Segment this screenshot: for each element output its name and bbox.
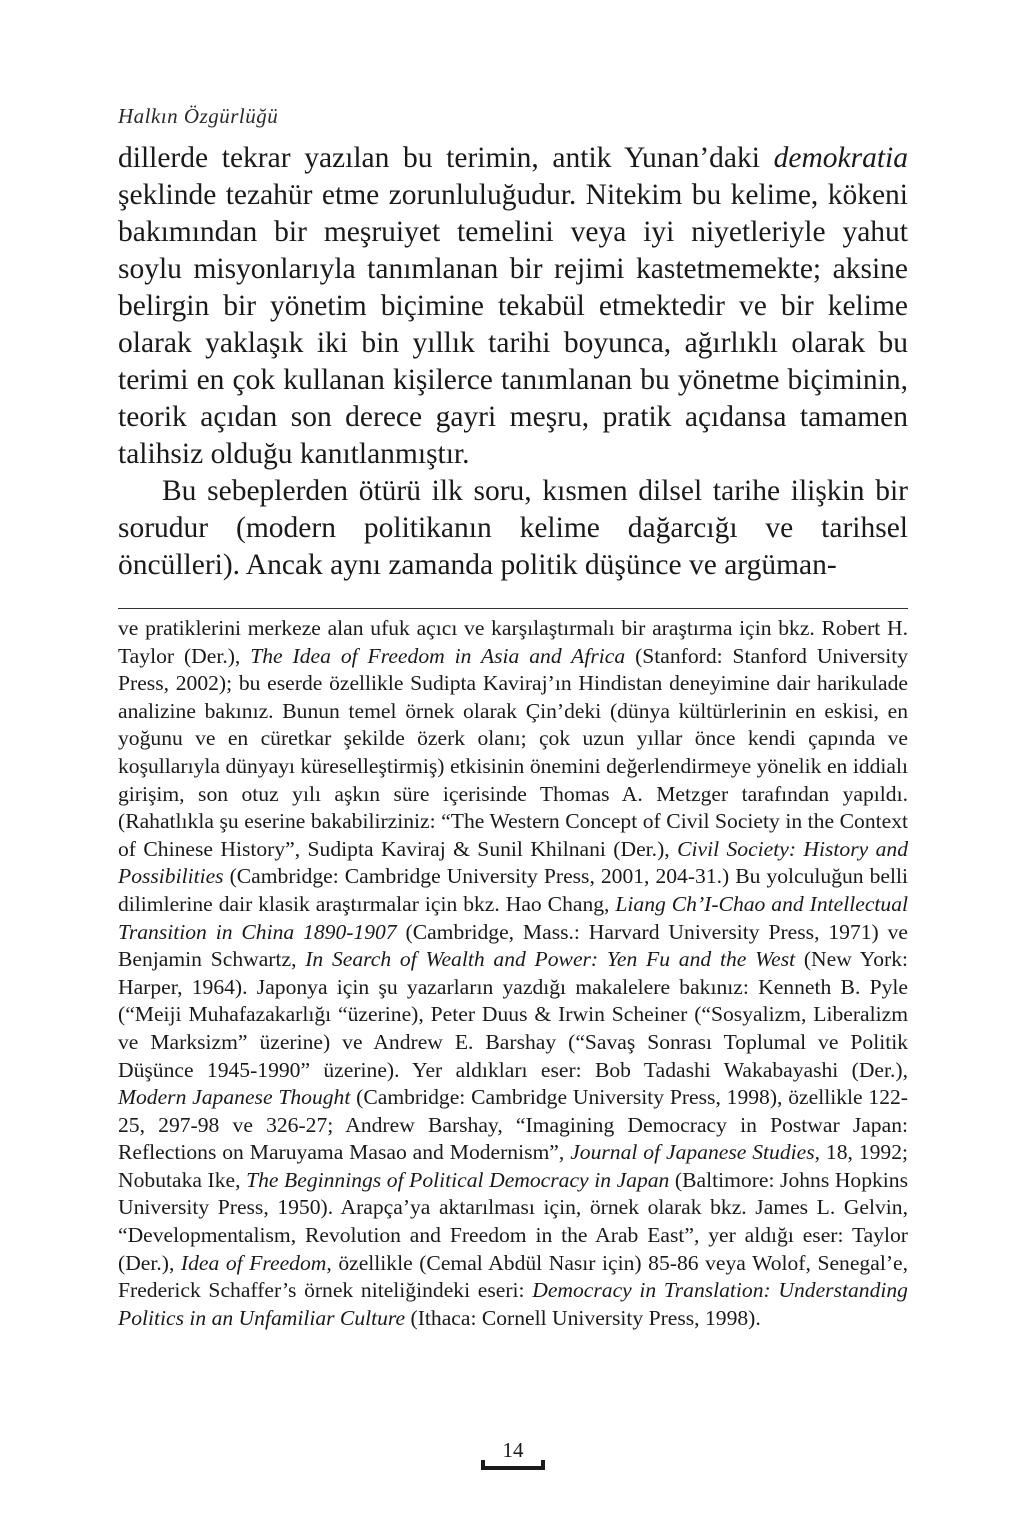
footnote-segment: (Baltimore: Johns Hopkins University Press, 1950). Arapça’ya aktarılması için, örnek olarak bkz. James L. Gelvin, “Developmentalism, Revolution and Freedom in the Arab East”, yer aldığı eser: Taylor (Der.), <box>118 1167 908 1275</box>
paragraph-1-text-a: dillerde tekrar yazılan bu terimin, antik Yunan’daki <box>118 142 774 174</box>
footnote-segment: , 18, 1992; Nobutaka Ike, <box>118 1140 908 1192</box>
footnote-title: The Idea of Freedom in Asia and Africa <box>250 643 626 668</box>
paragraph-1-italic-term: demokratia <box>773 142 908 174</box>
footnote-title: The Beginnings of Political Democracy in Japan <box>246 1167 670 1192</box>
page-number-label: 14 <box>502 1438 524 1462</box>
footnote-title: Democracy in Translation: Understanding Politics in an Unfamiliar Culture <box>118 1278 908 1330</box>
footnote-segment: , özellikle (Cemal Abdül Nasır için) 85-86 veya Wolof, Senegal’e, Frederick Schaffer’s örnek niteliğindeki eseri: <box>118 1250 908 1303</box>
running-head: Halkın Özgürlüğü <box>118 104 279 128</box>
footnote-segment: (Cambridge: Cambridge University Press, 2001, 204-31.) Bu yolculuğun belli dilimlerine dair klasik araştırmalar için bkz. Hao Chang, <box>118 864 908 916</box>
footnote-segment: (Stanford: Stanford University Press, 2002); bu eserde özellikle Sudipta Kaviraj’ın Hindistan deneyimine dair harikulade analizine bakınız. Bunun temel örnek olarak Çin’deki (dünya kültürlerinin en eskisi, en yoğunu ve en cüretkar şekilde özerk olanı; çok uzun yıllar önce kendi çapında ve koşullarıyla dünyayı küreselleştirmiş) etkisinin önemini değerlendirmeye yönelik en iddialı girişim, son otuz yılı aşkın süre içerisinde Thomas A. Metzger tarafından yapıldı. (Rahatlıkla şu eserine bakabilirziniz: “The Western Concept of Civil Society in the Context of Chinese History”, Sudipta Kaviraj & Sunil Khilnani (Der.), <box>118 643 908 861</box>
footnote-segment: (Ithaca: Cornell University Press, 1998). <box>405 1305 761 1330</box>
footnote-separator <box>118 608 908 609</box>
book-page <box>118 100 908 1332</box>
footnote-title: Liang Ch’I-Chao and Intellectual Transition in China 1890-1907 <box>118 891 908 944</box>
page-number <box>481 1438 545 1470</box>
paragraph-2: Bu sebeplerden ötürü ilk soru, kısmen dilsel tarihe ilişkin bir sorudur (modern politikanın kelime dağarcığı ve tarihsel öncülleri). Ancak aynı zamanda politik düşünce ve argüman- <box>118 475 908 581</box>
paragraph-1-text-b: şeklinde tezahür etme zorunluluğudur. Nitekim bu kelime, kökeni bakımından bir meşruiyet temelini veya iyi niyetleriyle yahut soylu misyonlarıyla tanımlanan bir rejimi kastetmemekte; aksine belirgin bir yönetim biçimine tekabül etmektedir ve bir kelime olarak yaklaşık iki bin yıllık tarihi boyunca, ağırlıklı olarak bu terimi en çok kullanan kişilerce tanımlanan bu yönetme biçiminin, teorik açıdan son derece gayri meşru, pratik açıdansa tamamen talihsiz olduğu kanıtlanmıştır. <box>118 179 908 470</box>
footnote-title: Idea of Freedom <box>180 1250 327 1275</box>
footnote-segment: (Cambridge: Cambridge University Press, 1998), özellikle 122-25, 297-98 ve 326-27; Andrew Barshay, “Imagining Democracy in Postwar Japan: Reflections on Maruyama Masao and Modernism”, <box>118 1085 908 1165</box>
footnote-segment: (Cambridge, Mass.: Harvard University Press, 1971) ve Benjamin Schwartz, <box>118 919 908 972</box>
footnote-segment: ve pratiklerini merkeze alan ufuk açıcı ve karşılaştırmalı bir araştırma için bkz. Robert H. Taylor (Der.), <box>118 616 908 668</box>
footnote-title: Journal of Japanese Studies <box>570 1140 815 1165</box>
page-number-bracket <box>481 1466 545 1470</box>
footnote <box>118 615 908 1332</box>
footnote-text <box>118 615 908 1332</box>
main-text <box>118 140 908 584</box>
footnote-segment: (New York: Harper, 1964). Japonya için şu yazarların yazdığı makalelere bakınız: Kenneth B. Pyle (“Meiji Muhafazakarlığı “üzerine), Peter Duus & Irwin Scheiner (“Sosyalizm, Liberalizm ve Marksizm” üzerine) ve Andrew E. Barshay (“Savaş Sonrası Toplumal ve Politik Düşünce 1945-1990” üzerine). Yer aldıkları eser: Bob Tadashi Wakabayashi (Der.), <box>118 947 908 1082</box>
footnote-title: In Search of Wealth and Power: Yen Fu and the West <box>305 947 796 972</box>
paragraph-1 <box>118 140 908 473</box>
footnote-title: Civil Society: History and Possibilities <box>118 836 909 889</box>
footnote-title: Modern Japanese Thought <box>118 1085 351 1110</box>
